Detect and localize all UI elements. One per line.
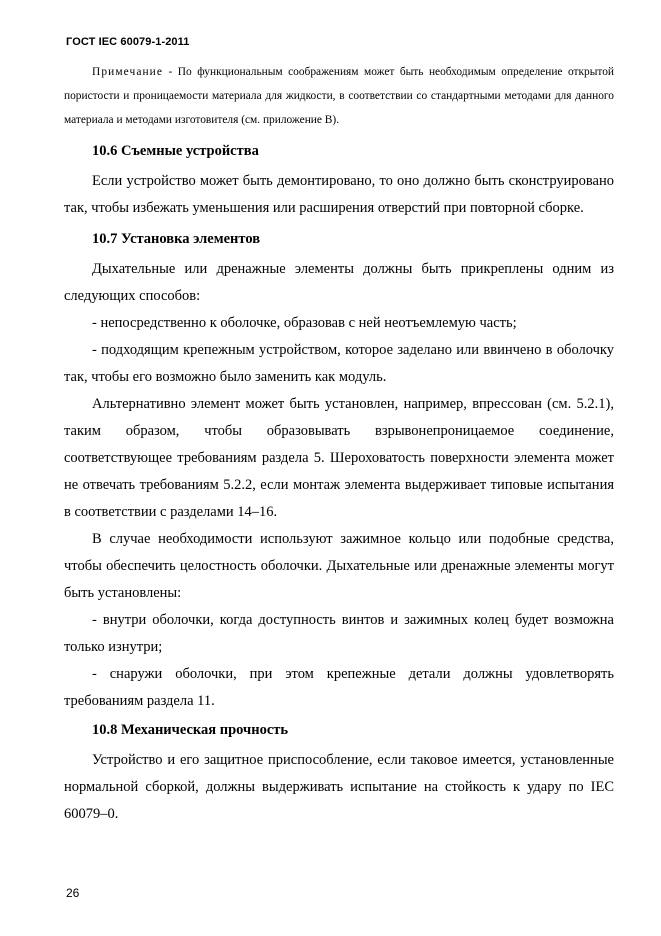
- list-item-10-7-d: - снаружи оболочки, при этом крепежные детали должны удовлетворять требованиям раздела 11.: [64, 666, 614, 709]
- paragraph-10-7-1: Дыхательные или дренажные элементы должны быть прикреплены одним из следующих способов:: [64, 261, 614, 304]
- paragraph-10-7-2: Альтернативно элемент может быть установлен, например, впрессован (см. 5.2.1), таким образом, чтобы образовывать взрывонепроницаемое соединение, соответствующее требованиям раздела 5. Шероховатость поверхности элемента может не отвечать требованиям 5.2.2, если монтаж элемента выдерживает типовые испытания в соответствии с разделами 14–16.: [64, 396, 614, 520]
- heading-10-8: 10.8 Механическая прочность: [92, 722, 289, 738]
- paragraph-10-7-3: В случае необходимости используют зажимное кольцо или подобные средства, чтобы обеспечить целостность оболочки. Дыхательные или дренажные элементы могут быть установлены:: [64, 531, 614, 601]
- page-number: 26: [66, 886, 80, 900]
- document-body: [64, 60, 614, 828]
- note-text: - По функциональным соображениям может быть необходимым определение открытой пористости и проницаемости материала для жидкости, в соответствии со стандартными методами для данного материала и методами изготовителя (см. приложение В).: [64, 66, 614, 126]
- list-item-10-7-a: - непосредственно к оболочке, образовав с ней неотъемлемую часть;: [92, 315, 517, 331]
- list-item-10-7-c: - внутри оболочки, когда доступность винтов и зажимных колец будет возможна только изнутри;: [64, 612, 614, 655]
- paragraph-10-8-1: Устройство и его защитное приспособление, если таковое имеется, установленные нормальной сборкой, должны выдерживать испытание на стойкость к удару по IEC 60079–0.: [64, 752, 614, 822]
- heading-10-6: 10.6 Съемные устройства: [92, 143, 259, 159]
- note-label: Примечание: [92, 66, 164, 78]
- list-item-10-7-b: - подходящим крепежным устройством, которое заделано или ввинчено в оболочку так, чтобы его возможно было заменить как модуль.: [64, 342, 614, 385]
- heading-10-7: 10.7 Установка элементов: [92, 231, 261, 247]
- paragraph-10-6-1: Если устройство может быть демонтировано, то оно должно быть сконструировано так, чтобы избежать уменьшения или расширения отверстий при повторной сборке.: [64, 173, 614, 216]
- document-id-header: ГОСТ IEC 60079-1-2011: [66, 36, 190, 48]
- note-paragraph: [64, 60, 614, 132]
